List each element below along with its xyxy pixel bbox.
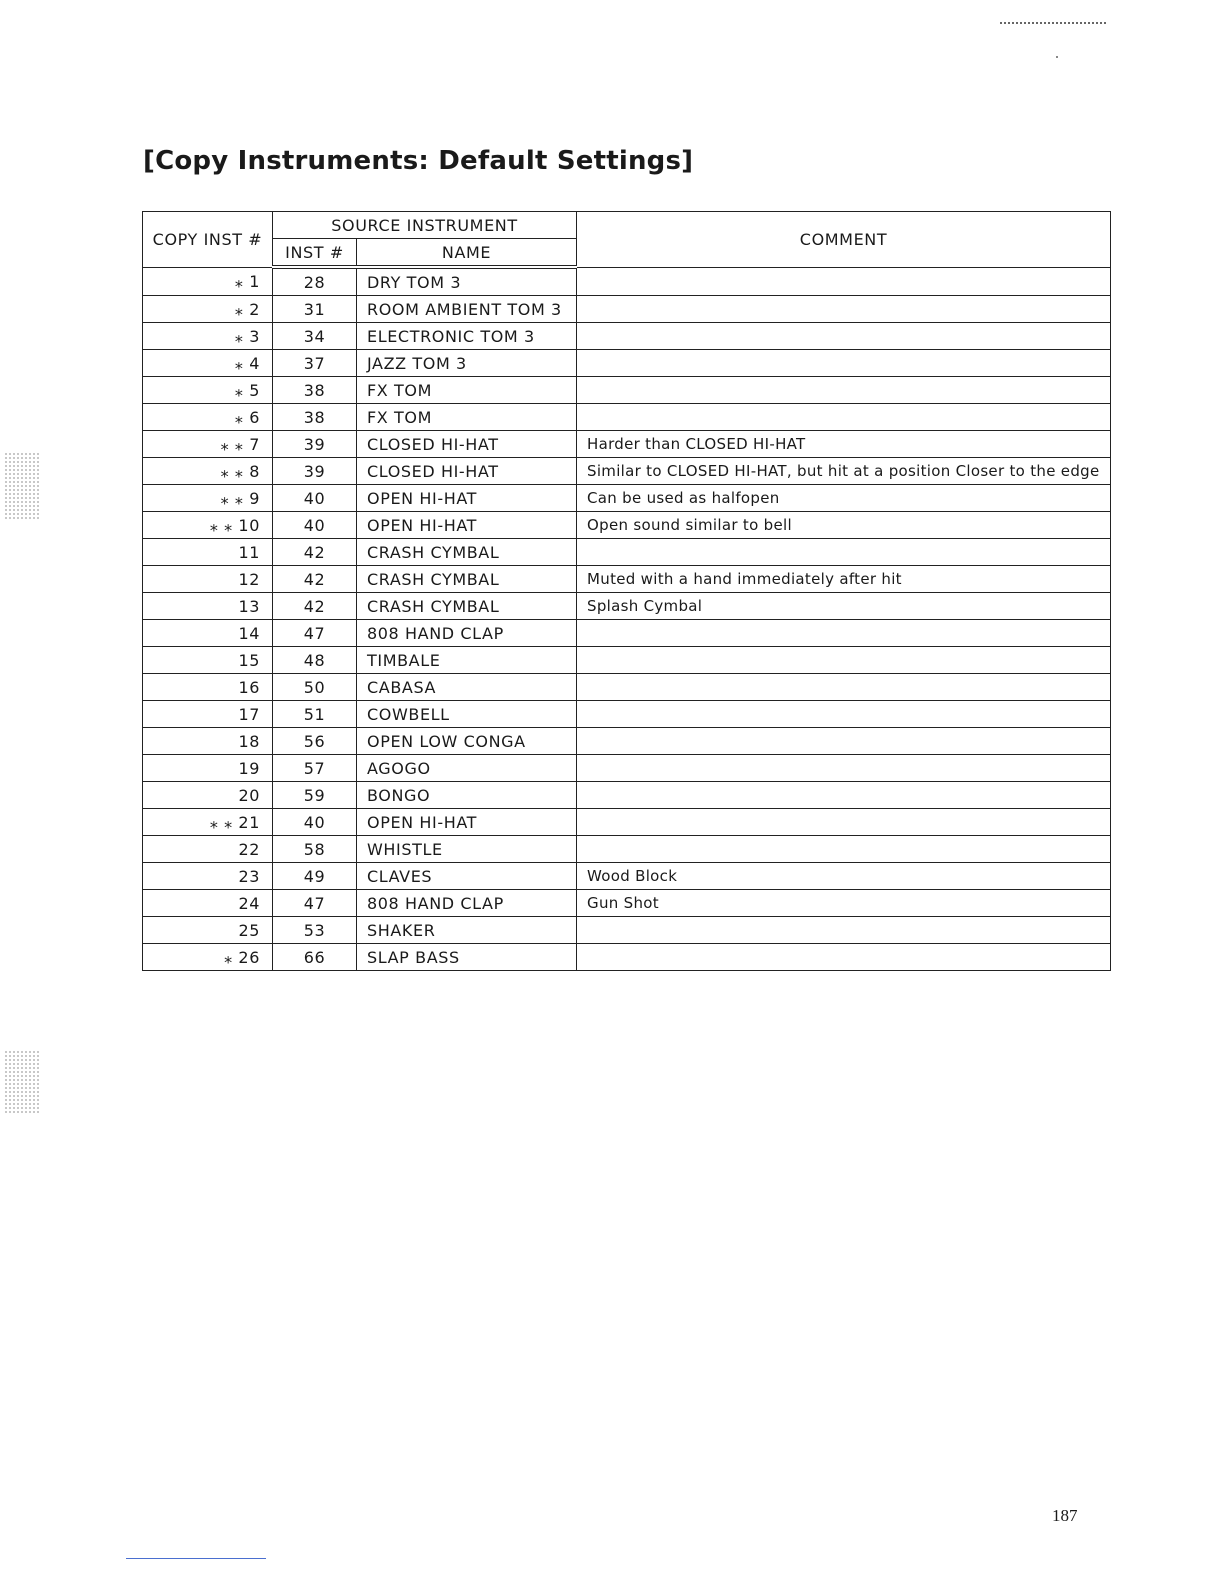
comment-cell — [577, 755, 1111, 782]
table-row — [143, 539, 1111, 566]
comment-cell — [577, 836, 1111, 863]
comment-cell — [577, 647, 1111, 674]
comment-cell — [577, 728, 1111, 755]
table-row — [143, 267, 1111, 296]
header-copy-inst: COPY INST # — [143, 212, 273, 268]
table-row — [143, 620, 1111, 647]
inst-number-cell: 39 — [273, 431, 357, 458]
header-row-top — [143, 212, 1111, 239]
comment-cell: Gun Shot — [577, 890, 1111, 917]
table-row — [143, 890, 1111, 917]
instrument-name-cell: BONGO — [357, 782, 577, 809]
copy-inst-cell: ⁎ ⁎ 9 — [143, 485, 273, 512]
inst-number-cell: 47 — [273, 620, 357, 647]
table-body — [143, 267, 1111, 971]
inst-number-cell: 42 — [273, 593, 357, 620]
inst-number-cell: 38 — [273, 377, 357, 404]
copy-inst-cell: ⁎ 26 — [143, 944, 273, 971]
inst-number-cell: 57 — [273, 755, 357, 782]
comment-cell — [577, 350, 1111, 377]
table-row — [143, 647, 1111, 674]
comment-cell: Can be used as halfopen — [577, 485, 1111, 512]
comment-cell — [577, 620, 1111, 647]
header-inst-num: INST # — [273, 239, 357, 268]
inst-number-cell: 42 — [273, 566, 357, 593]
instrument-name-cell: TIMBALE — [357, 647, 577, 674]
inst-number-cell: 38 — [273, 404, 357, 431]
scan-mark-top — [1000, 22, 1106, 24]
instrument-name-cell: OPEN HI-HAT — [357, 485, 577, 512]
inst-number-cell: 40 — [273, 809, 357, 836]
table-row — [143, 431, 1111, 458]
instrument-name-cell: FX TOM — [357, 404, 577, 431]
comment-cell: Similar to CLOSED HI-HAT, but hit at a position Closer to the edge — [577, 458, 1111, 485]
inst-number-cell: 53 — [273, 917, 357, 944]
instrument-name-cell: CLAVES — [357, 863, 577, 890]
comment-cell: Muted with a hand immediately after hit — [577, 566, 1111, 593]
table-row — [143, 512, 1111, 539]
table-row — [143, 593, 1111, 620]
instrument-name-cell: WHISTLE — [357, 836, 577, 863]
scan-dot — [1056, 56, 1058, 58]
table-row — [143, 404, 1111, 431]
comment-cell: Open sound similar to bell — [577, 512, 1111, 539]
table-row — [143, 701, 1111, 728]
comment-cell — [577, 701, 1111, 728]
table-row — [143, 944, 1111, 971]
comment-cell — [577, 917, 1111, 944]
copy-inst-cell: 22 — [143, 836, 273, 863]
comment-cell — [577, 296, 1111, 323]
copy-inst-cell: 11 — [143, 539, 273, 566]
instrument-name-cell: CRASH CYMBAL — [357, 593, 577, 620]
instrument-name-cell: COWBELL — [357, 701, 577, 728]
copy-instruments-table — [142, 211, 1111, 971]
copy-inst-cell: ⁎ 5 — [143, 377, 273, 404]
comment-cell — [577, 323, 1111, 350]
comment-cell — [577, 782, 1111, 809]
table-row — [143, 350, 1111, 377]
instrument-name-cell: CRASH CYMBAL — [357, 566, 577, 593]
bottom-rule — [126, 1558, 266, 1559]
copy-inst-cell: ⁎ ⁎ 10 — [143, 512, 273, 539]
copy-inst-cell: ⁎ 4 — [143, 350, 273, 377]
copy-inst-cell: 17 — [143, 701, 273, 728]
table-row — [143, 674, 1111, 701]
inst-number-cell: 42 — [273, 539, 357, 566]
instrument-name-cell: SLAP BASS — [357, 944, 577, 971]
copy-inst-cell: 19 — [143, 755, 273, 782]
table-row — [143, 917, 1111, 944]
instrument-name-cell: ELECTRONIC TOM 3 — [357, 323, 577, 350]
inst-number-cell: 28 — [273, 267, 357, 296]
table-row — [143, 296, 1111, 323]
inst-number-cell: 50 — [273, 674, 357, 701]
copy-inst-cell: ⁎ ⁎ 8 — [143, 458, 273, 485]
copy-inst-cell: ⁎ ⁎ 7 — [143, 431, 273, 458]
instrument-name-cell: CLOSED HI-HAT — [357, 431, 577, 458]
comment-cell — [577, 377, 1111, 404]
instrument-name-cell: JAZZ TOM 3 — [357, 350, 577, 377]
instrument-name-cell: 808 HAND CLAP — [357, 890, 577, 917]
instrument-name-cell: DRY TOM 3 — [357, 267, 577, 296]
inst-number-cell: 37 — [273, 350, 357, 377]
copy-inst-cell: ⁎ 3 — [143, 323, 273, 350]
table-row — [143, 809, 1111, 836]
header-name: NAME — [357, 239, 577, 268]
copy-inst-cell: 18 — [143, 728, 273, 755]
copy-inst-cell: 16 — [143, 674, 273, 701]
table-row — [143, 728, 1111, 755]
header-comment: COMMENT — [577, 212, 1111, 268]
table-row — [143, 836, 1111, 863]
inst-number-cell: 39 — [273, 458, 357, 485]
table-row — [143, 458, 1111, 485]
comment-cell — [577, 267, 1111, 296]
inst-number-cell: 49 — [273, 863, 357, 890]
inst-number-cell: 59 — [273, 782, 357, 809]
header-source-instrument: SOURCE INSTRUMENT — [273, 212, 577, 239]
inst-number-cell: 51 — [273, 701, 357, 728]
instrument-name-cell: SHAKER — [357, 917, 577, 944]
comment-cell: Wood Block — [577, 863, 1111, 890]
copy-inst-cell: ⁎ 1 — [143, 267, 273, 296]
inst-number-cell: 56 — [273, 728, 357, 755]
copy-inst-cell: 25 — [143, 917, 273, 944]
inst-number-cell: 34 — [273, 323, 357, 350]
instrument-name-cell: ROOM AMBIENT TOM 3 — [357, 296, 577, 323]
inst-number-cell: 40 — [273, 512, 357, 539]
instrument-name-cell: CLOSED HI-HAT — [357, 458, 577, 485]
page-number: 187 — [1052, 1506, 1078, 1525]
table-row — [143, 323, 1111, 350]
copy-inst-cell: 14 — [143, 620, 273, 647]
instrument-name-cell: 808 HAND CLAP — [357, 620, 577, 647]
comment-cell — [577, 674, 1111, 701]
table-row — [143, 566, 1111, 593]
comment-cell: Harder than CLOSED HI-HAT — [577, 431, 1111, 458]
comment-cell — [577, 404, 1111, 431]
instrument-name-cell: OPEN LOW CONGA — [357, 728, 577, 755]
comment-cell: Splash Cymbal — [577, 593, 1111, 620]
copy-inst-cell: 13 — [143, 593, 273, 620]
comment-cell — [577, 944, 1111, 971]
table-row — [143, 377, 1111, 404]
instrument-name-cell: OPEN HI-HAT — [357, 809, 577, 836]
copy-inst-cell: 12 — [143, 566, 273, 593]
comment-cell — [577, 809, 1111, 836]
table-row — [143, 863, 1111, 890]
copy-inst-cell: 20 — [143, 782, 273, 809]
instrument-name-cell: CABASA — [357, 674, 577, 701]
margin-speckle-lower — [4, 1050, 40, 1114]
copy-inst-cell: 15 — [143, 647, 273, 674]
instrument-name-cell: AGOGO — [357, 755, 577, 782]
copy-inst-cell: ⁎ 6 — [143, 404, 273, 431]
instrument-name-cell: FX TOM — [357, 377, 577, 404]
page-title: [Copy Instruments: Default Settings] — [143, 146, 694, 176]
instrument-name-cell: OPEN HI-HAT — [357, 512, 577, 539]
table-row — [143, 782, 1111, 809]
comment-cell — [577, 539, 1111, 566]
table-row — [143, 485, 1111, 512]
instrument-name-cell: CRASH CYMBAL — [357, 539, 577, 566]
table-row — [143, 755, 1111, 782]
inst-number-cell: 31 — [273, 296, 357, 323]
copy-inst-cell: 23 — [143, 863, 273, 890]
inst-number-cell: 48 — [273, 647, 357, 674]
inst-number-cell: 40 — [273, 485, 357, 512]
inst-number-cell: 66 — [273, 944, 357, 971]
copy-inst-cell: 24 — [143, 890, 273, 917]
inst-number-cell: 58 — [273, 836, 357, 863]
copy-inst-cell: ⁎ ⁎ 21 — [143, 809, 273, 836]
margin-speckle-upper — [4, 452, 40, 520]
copy-inst-cell: ⁎ 2 — [143, 296, 273, 323]
inst-number-cell: 47 — [273, 890, 357, 917]
